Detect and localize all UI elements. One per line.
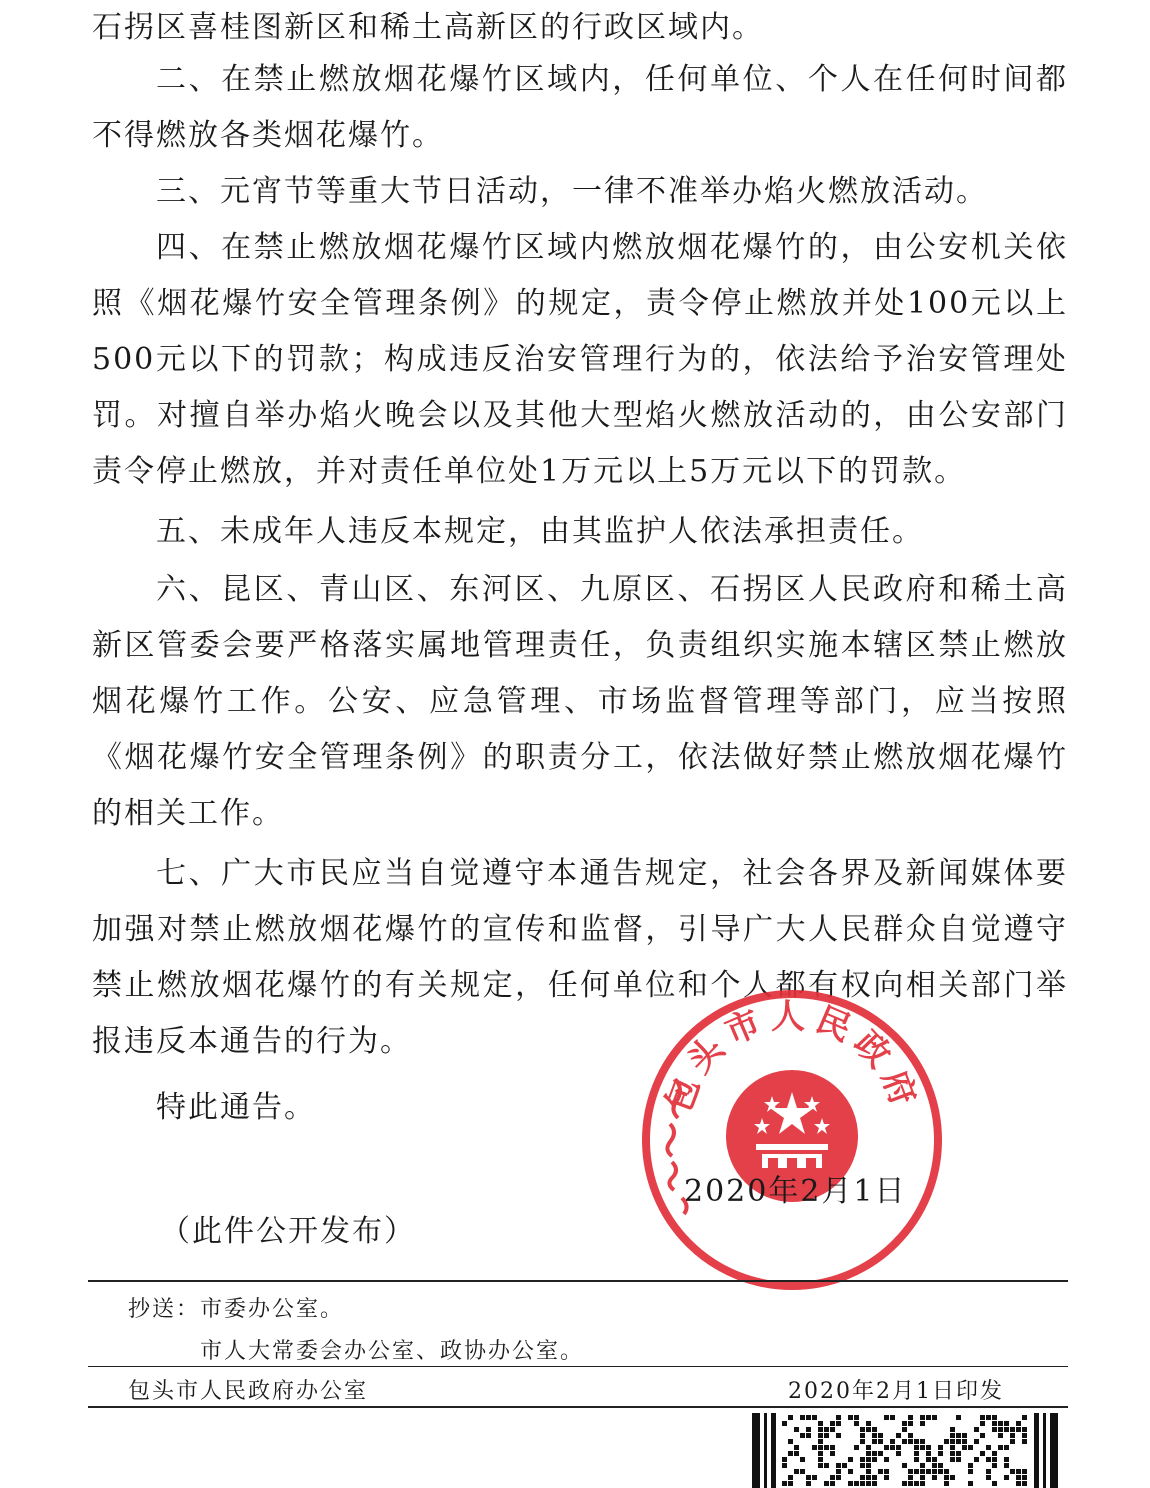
barcode-cell: [866, 1463, 871, 1468]
barcode-cell: [1004, 1445, 1009, 1450]
barcode-cell: [920, 1415, 925, 1420]
barcode-cell: [938, 1463, 943, 1468]
barcode-cell: [866, 1457, 871, 1462]
barcode-cell: [836, 1475, 841, 1480]
barcode-cell: [788, 1451, 793, 1456]
barcode-cell: [1010, 1427, 1015, 1432]
barcode-cell: [878, 1433, 883, 1438]
paragraph-item-2: 二、在禁止燃放烟花爆竹区域内，任何单位、个人在任何时间都不得燃放各类烟花爆竹。: [92, 62, 1068, 153]
barcode-cell: [872, 1433, 877, 1438]
barcode-cell: [800, 1469, 805, 1474]
barcode-cell: [926, 1415, 931, 1420]
barcode-cell: [992, 1457, 997, 1462]
barcode-cell: [1004, 1421, 1009, 1426]
barcode-cell: [950, 1457, 955, 1462]
barcode-cell: [806, 1427, 811, 1432]
paragraph-item-4: 四、在禁止燃放烟花爆竹区域内燃放烟花爆竹的，由公安机关依照《烟花爆竹安全管理条例》的规定，责令停止燃放并处100元以上500元以下的罚款；构成违反治安管理行为的，依法给予治安管理处罚。对擅自举办焰火晚会以及其他大型焰火燃放活动的，由公安部门责令停止燃放，并对责任单位处1万元以上5万元以下的罚款。: [92, 230, 1068, 489]
barcode-cell: [782, 1463, 787, 1468]
footer-top-rule: [88, 1280, 1068, 1282]
barcode-cell: [932, 1457, 937, 1462]
barcode-cell: [818, 1427, 823, 1432]
barcode-cell: [830, 1427, 835, 1432]
barcode-cell: [818, 1445, 823, 1450]
barcode-cell: [890, 1445, 895, 1450]
barcode-cell: [788, 1439, 793, 1444]
barcode-cell: [944, 1469, 949, 1474]
barcode-cell: [824, 1433, 829, 1438]
barcode-cell: [992, 1421, 997, 1426]
barcode-cell: [950, 1475, 955, 1480]
barcode-cell: [950, 1427, 955, 1432]
paragraph-item-5: 五、未成年人违反本规定，由其监护人依法承担责任。: [156, 514, 924, 549]
barcode-cell: [914, 1451, 919, 1456]
barcode-cell: [902, 1421, 907, 1426]
barcode-cell: [842, 1463, 847, 1468]
barcode-cell: [878, 1451, 883, 1456]
seal-text: 包头市人民政府: [658, 996, 926, 1119]
barcode-cell: [998, 1427, 1003, 1432]
barcode-cell: [806, 1433, 811, 1438]
barcode-cell: [824, 1463, 829, 1468]
barcode-cell: [830, 1481, 835, 1486]
barcode-cell: [986, 1457, 991, 1462]
barcode-cell: [1016, 1481, 1021, 1486]
barcode-cell: [986, 1445, 991, 1450]
barcode-cell: [872, 1475, 877, 1480]
barcode-cell: [902, 1427, 907, 1432]
barcode-cell: [1010, 1439, 1015, 1444]
barcode-cell: [866, 1427, 871, 1432]
barcode-cell: [848, 1469, 853, 1474]
paragraph-item-3: 三、元宵节等重大节日活动，一律不准举办焰火燃放活动。: [156, 174, 988, 209]
barcode-cell: [914, 1439, 919, 1444]
barcode-cell: [1022, 1439, 1027, 1444]
barcode-cell: [1022, 1469, 1027, 1474]
barcode-cell: [890, 1415, 895, 1420]
barcode-cell: [944, 1475, 949, 1480]
barcode-cell: [956, 1433, 961, 1438]
barcode-cell: [920, 1463, 925, 1468]
barcode-cell: [1004, 1475, 1009, 1480]
barcode-cell: [884, 1457, 889, 1462]
public-release-note: （此件公开发布）: [160, 1214, 416, 1249]
barcode-cell: [818, 1439, 823, 1444]
barcode-cell: [932, 1415, 937, 1420]
barcode-cell: [956, 1415, 961, 1420]
barcode-cell: [860, 1481, 865, 1486]
barcode-cell: [926, 1445, 931, 1450]
barcode-cell: [980, 1415, 985, 1420]
barcode-cell: [866, 1475, 871, 1480]
barcode-cell: [800, 1457, 805, 1462]
barcode-cell: [908, 1469, 913, 1474]
barcode-cell: [872, 1457, 877, 1462]
barcode-cell: [872, 1481, 877, 1486]
barcode-cell: [854, 1421, 859, 1426]
barcode-cell: [818, 1463, 823, 1468]
footer-middle-rule: [88, 1366, 1068, 1367]
barcode-cell: [836, 1469, 841, 1474]
barcode-cell: [884, 1415, 889, 1420]
issue-date-signature: 2020年2月1日: [684, 1174, 907, 1209]
barcode-cell: [836, 1433, 841, 1438]
barcode-cell: [806, 1475, 811, 1480]
barcode-cell: [962, 1439, 967, 1444]
barcode-cell: [920, 1481, 925, 1486]
barcode-cell: [1016, 1475, 1021, 1480]
barcode-cell: [782, 1457, 787, 1462]
barcode-cell: [866, 1421, 871, 1426]
barcode-cell: [908, 1415, 913, 1420]
barcode-cell: [824, 1481, 829, 1486]
barcode-cell: [938, 1451, 943, 1456]
barcode-cell: [938, 1445, 943, 1450]
barcode-cell: [926, 1457, 931, 1462]
barcode-cell: [866, 1445, 871, 1450]
barcode-cell: [932, 1469, 937, 1474]
barcode-cell: [830, 1445, 835, 1450]
barcode-cell: [860, 1457, 865, 1462]
official-seal: [636, 984, 948, 1296]
barcode-cell: [974, 1457, 979, 1462]
barcode-cell: [788, 1415, 793, 1420]
barcode-cell: [962, 1433, 967, 1438]
cc-label: 抄送：: [128, 1297, 201, 1322]
barcode-cell: [866, 1481, 871, 1486]
paragraph-item-6: 六、昆区、青山区、东河区、九原区、石拐区人民政府和稀土高新区管委会要严格落实属地管理责任，负责组织实施本辖区禁止燃放烟花爆竹工作。公安、应急管理、市场监督管理等部门，应当按照《烟花爆竹安全管理条例》的职责分工，依法做好禁止燃放烟花爆竹的相关工作。: [92, 572, 1068, 831]
barcode-cell: [884, 1445, 889, 1450]
barcode-cell: [1010, 1469, 1015, 1474]
barcode-cell: [980, 1451, 985, 1456]
barcode-cell: [1016, 1427, 1021, 1432]
closing-statement: 特此通告。: [156, 1090, 316, 1125]
barcode-cell: [914, 1481, 919, 1486]
barcode-cell: [950, 1451, 955, 1456]
barcode-cell: [896, 1451, 901, 1456]
barcode-cell: [932, 1463, 937, 1468]
footer-bottom-rule: [88, 1406, 1068, 1408]
barcode-cell: [794, 1427, 799, 1432]
barcode-cell: [950, 1439, 955, 1444]
barcode-cell: [782, 1421, 787, 1426]
paragraph-continuation: 石拐区喜桂图新区和稀土高新区的行政区域内。: [92, 10, 764, 45]
barcode-cell: [1022, 1481, 1027, 1486]
barcode-cell: [920, 1445, 925, 1450]
barcode-cell: [866, 1469, 871, 1474]
barcode-cell: [962, 1445, 967, 1450]
barcode-cell: [956, 1457, 961, 1462]
barcode-cell: [1022, 1433, 1027, 1438]
barcode-cell: [980, 1421, 985, 1426]
barcode-cell: [926, 1451, 931, 1456]
barcode-cell: [992, 1427, 997, 1432]
barcode-cell: [806, 1481, 811, 1486]
barcode-cell: [950, 1445, 955, 1450]
barcode-cell: [1022, 1427, 1027, 1432]
barcode-cell: [908, 1439, 913, 1444]
barcode-cell: [914, 1469, 919, 1474]
barcode-cell: [830, 1475, 835, 1480]
barcode-cell: [968, 1445, 973, 1450]
barcode-cell: [812, 1445, 817, 1450]
barcode-cell: [836, 1415, 841, 1420]
barcode-cell: [1004, 1457, 1009, 1462]
barcode-cell: [908, 1421, 913, 1426]
barcode-cell: [848, 1457, 853, 1462]
barcode-cell: [848, 1481, 853, 1486]
print-date: 2020年2月1日印发: [788, 1379, 1004, 1404]
barcode-cell: [950, 1433, 955, 1438]
barcode-cell: [974, 1427, 979, 1432]
barcode-cell: [992, 1451, 997, 1456]
barcode-cell: [794, 1445, 799, 1450]
barcode-cell: [830, 1451, 835, 1456]
barcode-cell: [854, 1481, 859, 1486]
barcode-cell: [836, 1463, 841, 1468]
cc-recipient-1: 市委办公室。: [200, 1297, 345, 1322]
barcode-cell: [1016, 1421, 1021, 1426]
barcode-cell: [956, 1451, 961, 1456]
cc-recipient-2: 市人大常委会办公室、政协办公室。: [200, 1339, 585, 1364]
barcode-cell: [800, 1415, 805, 1420]
barcode-cell: [908, 1433, 913, 1438]
barcode-cell: [812, 1415, 817, 1420]
barcode-cell: [860, 1475, 865, 1480]
barcode-cell: [836, 1421, 841, 1426]
barcode-cell: [788, 1481, 793, 1486]
barcode-cell: [920, 1421, 925, 1426]
barcode-cell: [998, 1421, 1003, 1426]
barcode-cell: [896, 1433, 901, 1438]
barcode-cell: [914, 1445, 919, 1450]
barcode-cell: [884, 1475, 889, 1480]
barcode-cell: [920, 1439, 925, 1444]
barcode-cell: [824, 1427, 829, 1432]
barcode-cell: [884, 1469, 889, 1474]
barcode-cell: [980, 1433, 985, 1438]
barcode-cell: [1022, 1415, 1027, 1420]
barcode-cell: [1016, 1469, 1021, 1474]
barcode-cell: [818, 1421, 823, 1426]
paragraph-item-7: 七、广大市民应当自觉遵守本通告规定，社会各界及新闻媒体要加强对禁止燃放烟花爆竹的宣传和监督，引导广大人民群众自觉遵守禁止燃放烟花爆竹的有关规定，任何单位和个人都有权向相关部门举报违反本通告的行为。: [92, 856, 1068, 1059]
barcode-cell: [872, 1427, 877, 1432]
barcode-cell: [824, 1445, 829, 1450]
barcode-cell: [830, 1421, 835, 1426]
barcode-cell: [902, 1439, 907, 1444]
barcode-cell: [860, 1433, 865, 1438]
barcode-cell: [968, 1463, 973, 1468]
barcode-cell: [860, 1463, 865, 1468]
barcode-cell: [878, 1469, 883, 1474]
barcode-cell: [908, 1475, 913, 1480]
barcode-cell: [800, 1433, 805, 1438]
barcode-cell: [860, 1427, 865, 1432]
barcode-cell: [818, 1433, 823, 1438]
barcode-cell: [914, 1457, 919, 1462]
barcode-cell: [878, 1439, 883, 1444]
barcode-cell: [1004, 1463, 1009, 1468]
barcode-cell: [794, 1469, 799, 1474]
barcode-cell: [986, 1475, 991, 1480]
barcode-cell: [992, 1415, 997, 1420]
barcode-cell: [992, 1463, 997, 1468]
barcode-cell: [920, 1475, 925, 1480]
barcode-cell: [998, 1433, 1003, 1438]
barcode-cell: [920, 1469, 925, 1474]
barcode-cell: [1022, 1475, 1027, 1480]
barcode-cell: [968, 1469, 973, 1474]
barcode-cell: [986, 1415, 991, 1420]
barcode-cell: [908, 1481, 913, 1486]
barcode-cell: [872, 1451, 877, 1456]
barcode-cell: [818, 1457, 823, 1462]
barcode-cell: [968, 1481, 973, 1486]
barcode-cell: [896, 1445, 901, 1450]
barcode-cell: [812, 1475, 817, 1480]
barcode-cell: [932, 1475, 937, 1480]
barcode-cell: [938, 1469, 943, 1474]
barcode-cell: [992, 1481, 997, 1486]
barcode-cell: [902, 1481, 907, 1486]
barcode-icon: [750, 1411, 1060, 1488]
barcode-cell: [902, 1463, 907, 1468]
barcode-cell: [944, 1481, 949, 1486]
barcode-cell: [782, 1481, 787, 1486]
barcode-cell: [986, 1469, 991, 1474]
barcode-cell: [872, 1439, 877, 1444]
barcode-cell: [788, 1475, 793, 1480]
barcode-cell: [974, 1439, 979, 1444]
barcode-cell: [1004, 1427, 1009, 1432]
barcode-cell: [926, 1469, 931, 1474]
barcode-cell: [806, 1415, 811, 1420]
barcode-cell: [854, 1415, 859, 1420]
barcode-cell: [998, 1445, 1003, 1450]
barcode-cell: [890, 1439, 895, 1444]
barcode-cell: [860, 1439, 865, 1444]
barcode-cell: [794, 1451, 799, 1456]
barcode-cell: [944, 1439, 949, 1444]
issuing-office: 包头市人民政府办公室: [128, 1379, 369, 1404]
barcode-cell: [818, 1451, 823, 1456]
barcode-cell: [848, 1415, 853, 1420]
barcode-cell: [854, 1445, 859, 1450]
barcode-cell: [956, 1439, 961, 1444]
barcode-cell: [1010, 1433, 1015, 1438]
barcode-cell: [866, 1451, 871, 1456]
